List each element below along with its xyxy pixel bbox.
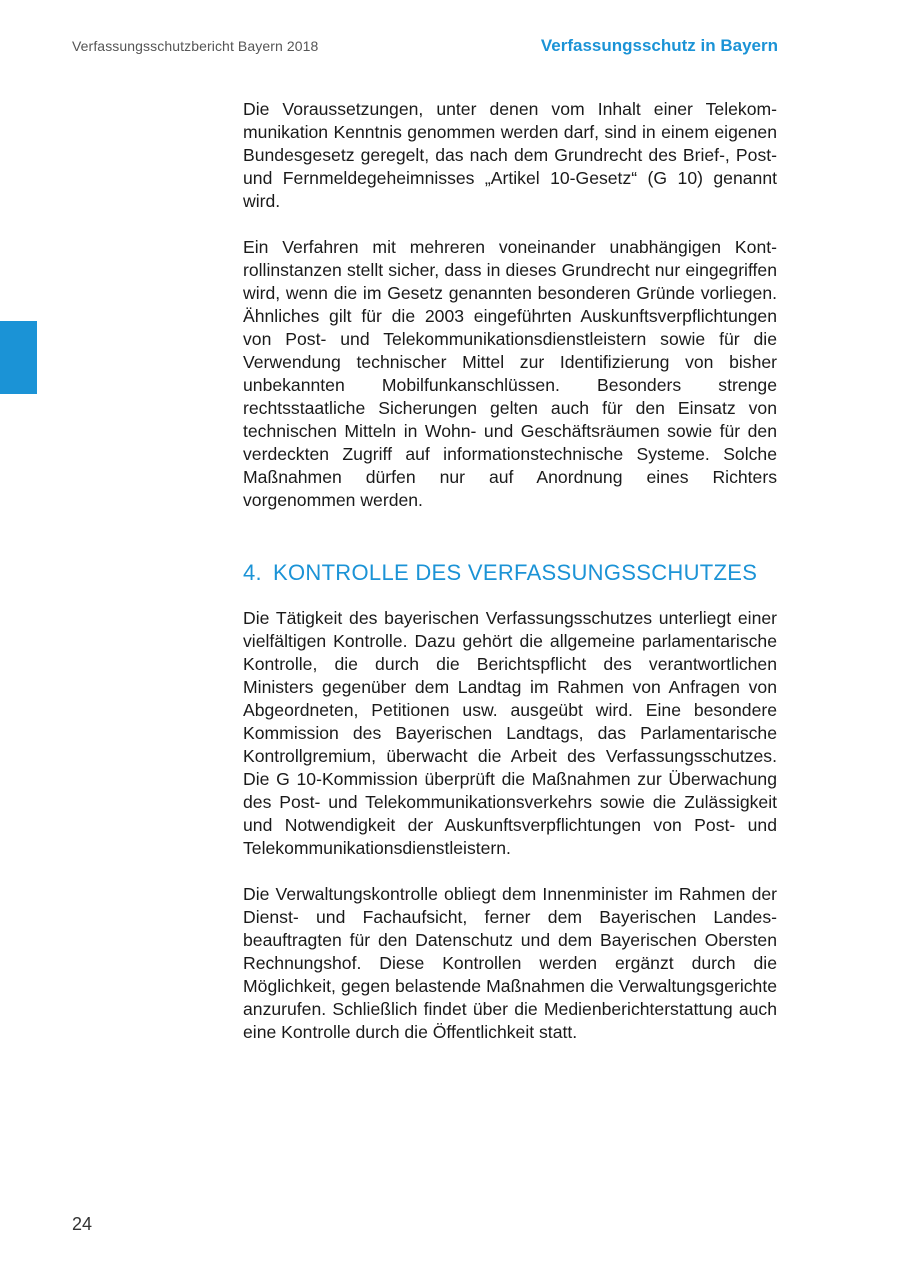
paragraph-parliamentary-control: Die Tätigkeit des bayerischen Verfassungsschutzes unterliegt einer vielfältigen Kontrolle. Dazu gehört die allgemeine parlamentarische Kontrolle, die durch die Berichtspflicht des verantwortlichen Ministers gegenüber dem Landtag im Rahmen von Anfragen von Abgeordneten, Petitionen usw. ausgeübt wird. Eine besondere Kommission des Bayerischen Landtags, das Parlamentarische Kontrollgremium, überwacht die Arbeit des Verfassungsschutzes. Die G 10-Kommission überprüft die Maßnahmen zur Überwachung des Post- und Telekommunikationsverkehrs sowie die Zulässigkeit und Notwendigkeit der Auskunftsverpflichtungen von Post- und Telekommunikationsdienstleistern. [243, 608, 777, 858]
chapter-marker-tab [0, 321, 37, 394]
paragraph-administrative-control: Die Verwaltungskontrolle obliegt dem Innenminister im Rahmen der Dienst- und Fachaufsicht, ferner dem Bayerischen Landesbeauftragten für den Datenschutz und dem Bayerischen Obersten Rechnungshof. Diese Kontrollen werden ergänzt durch die Möglichkeit, gegen belastende Maßnahmen die Verwaltungsgerichte anzurufen. Schließlich findet über die Medienberichterstattung auch eine Kontrolle durch die Öffentlichkeit statt. [243, 884, 777, 1042]
main-content [243, 98, 777, 1044]
paragraph-spacer [243, 213, 777, 236]
running-header-chapter-title: Verfassungsschutz in Bayern [540, 36, 778, 55]
page-number: 24 [72, 1214, 93, 1234]
running-header-report-title: Verfassungsschutzbericht Bayern 2018 [72, 38, 319, 54]
paragraph-spacer [243, 860, 777, 883]
section-number: 4. [243, 560, 262, 585]
section-heading [243, 558, 777, 587]
paragraph-g10-law: Die Voraussetzungen, unter denen vom Inhalt einer Telekommunikation Kenntnis genommen werden darf, sind in einem eigenen Bundesgesetz geregelt, das nach dem Grundrecht des Brief-, Post- und Fernmeldegeheimnisses „Artikel 10-Gesetz“ (G 10) genannt wird. [243, 99, 777, 211]
paragraph-control-instances: Ein Verfahren mit mehreren voneinander unabhängigen Kontrollinstanzen stellt sicher, dass in dieses Grundrecht nur eingegriffen wird, wenn die im Gesetz genannten besonderen Gründe vorliegen. Ähnliches gilt für die 2003 eingeführten Auskunftsverpflichtungen von Post- und Telekommunikationsdienstleistern sowie für die Verwendung technischer Mittel zur Identifizierung von bisher unbekannten Mobilfunkanschlüssen. Besonders strenge rechtsstaatliche Sicherungen gelten auch für den Einsatz von technischen Mitteln in Wohn- und Geschäftsräumen sowie für den verdeckten Zugriff auf informationstechnische Systeme. Solche Maßnahmen dürfen nur auf Anordnung eines Richters vorgenommen werden. [243, 237, 777, 510]
section-title: KONTROLLE DES VERFASSUNGSSCHUTZES [273, 560, 758, 585]
